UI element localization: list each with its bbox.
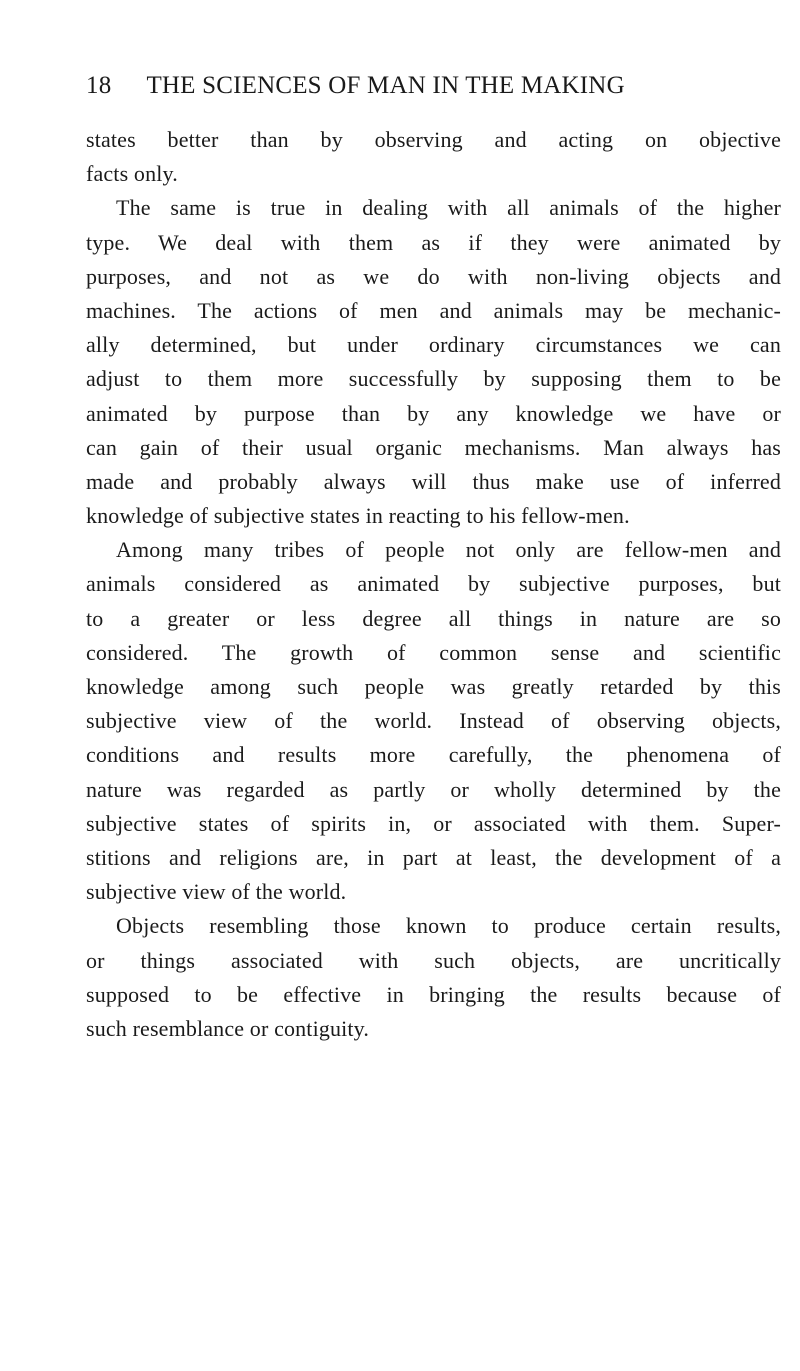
text-line: Among many tribes of people not only are fellow-men and — [116, 537, 781, 563]
text-line: animals considered as animated by subjective purposes, but — [86, 571, 781, 597]
text-line: purposes, and not as we do with non-living objects and — [86, 263, 781, 289]
text-line: knowledge among such people was greatly retarded by this — [86, 674, 781, 699]
text-line: Objects resembling those known to produce certain results, — [116, 913, 781, 939]
text-line: animated by purpose than by any knowledge we have or — [86, 400, 781, 426]
page-number: 18 — [86, 72, 112, 99]
text-line: ally determined, but under ordinary circumstances we can — [86, 332, 781, 358]
body-text — [86, 123, 781, 1046]
text-line: can gain of their usual organic mechanisms. Man always has — [86, 434, 781, 460]
text-line: or things associated with such objects, are uncritically — [86, 947, 781, 973]
text-line: stitions and religions are, in part at least, the development of a — [86, 844, 781, 870]
text-line: to a greater or less degree all things in nature are so — [86, 605, 781, 631]
text-line: states better than by observing and acting on objective — [86, 127, 781, 152]
text-line: The same is true in dealing with all animals of the higher — [116, 195, 781, 221]
text-line: subjective view of the world. — [86, 879, 347, 905]
text-line: machines. The actions of men and animals may be mechanic- — [86, 297, 781, 323]
text-line: conditions and results more carefully, the phenomena of — [86, 742, 781, 768]
text-line: type. We deal with them as if they were animated by — [86, 229, 781, 255]
text-line: nature was regarded as partly or wholly determined by the — [86, 776, 781, 802]
running-head — [86, 72, 786, 108]
text-line: such resemblance or contiguity. — [86, 1015, 370, 1041]
text-line: subjective states of spirits in, or associated with them. Super- — [86, 810, 781, 836]
text-line: facts only. — [86, 161, 178, 187]
text-line: knowledge of subjective states in reacting to his fellow-men. — [86, 503, 630, 529]
text-line: considered. The growth of common sense and scientific — [86, 639, 781, 665]
text-line: made and probably always will thus make use of inferred — [86, 468, 781, 494]
text-line: subjective view of the world. Instead of observing objects, — [86, 708, 781, 734]
running-head-title: THE SCIENCES OF MAN IN THE MAKING — [146, 72, 625, 99]
text-line: supposed to be effective in bringing the results because of — [86, 981, 781, 1007]
text-line: adjust to them more successfully by supposing them to be — [86, 366, 781, 392]
